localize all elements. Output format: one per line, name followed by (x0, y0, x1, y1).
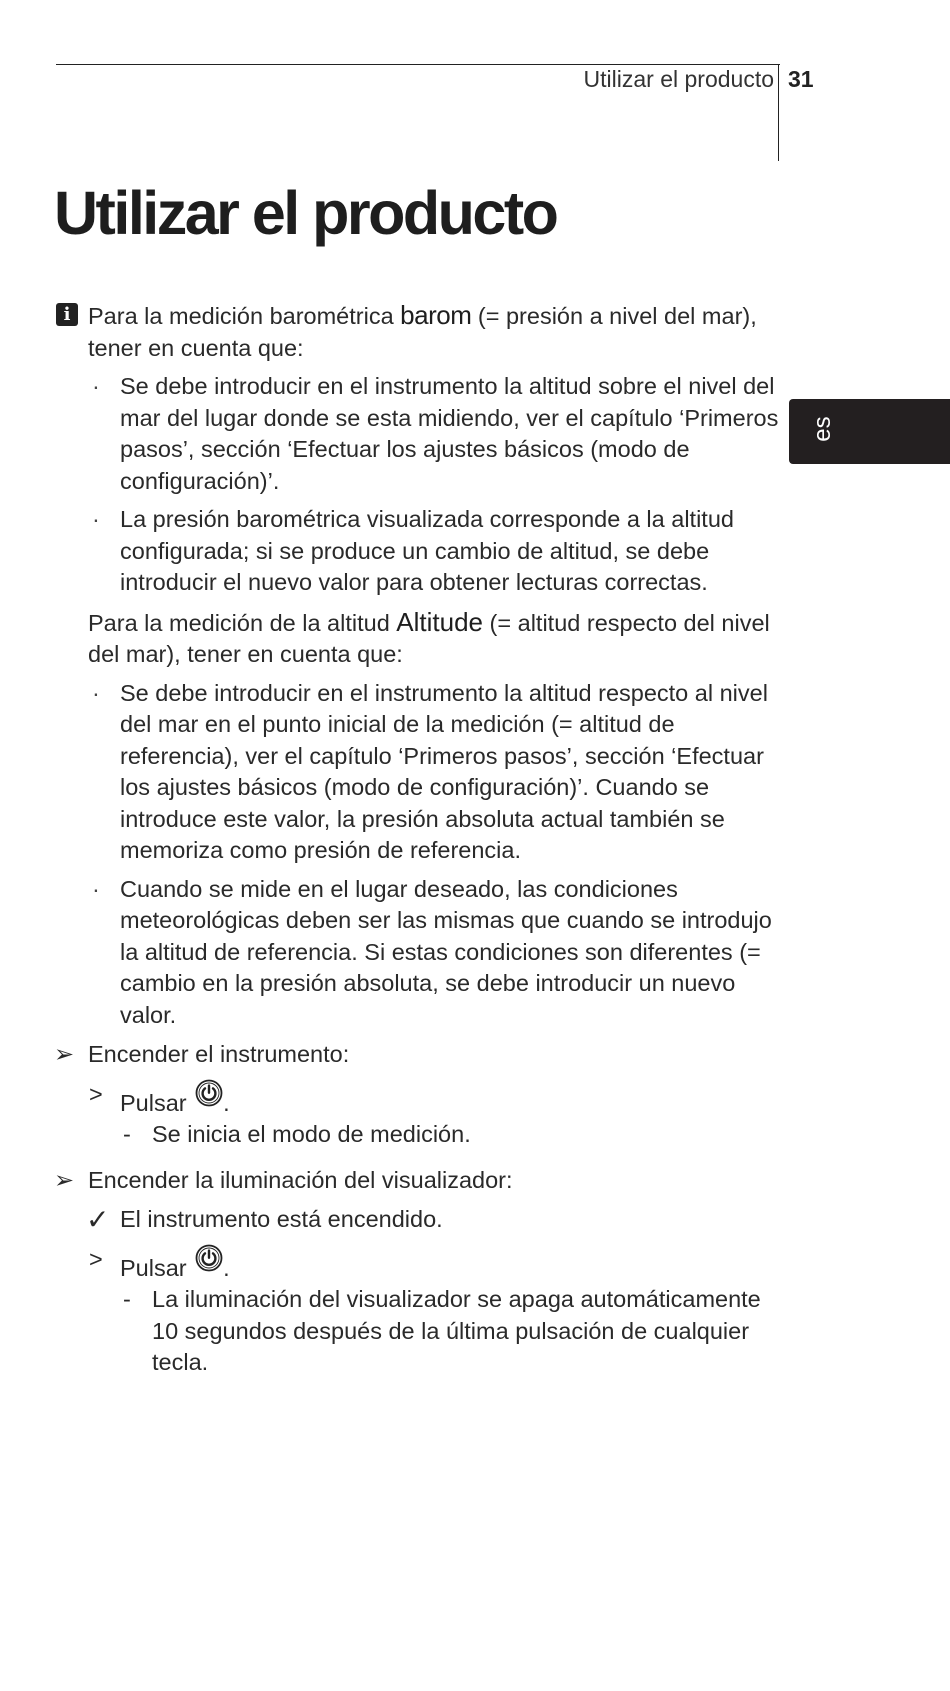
task-backlight-prerequisite (0, 1204, 790, 1236)
task-backlight-title (0, 1165, 790, 1197)
barom-bullet-1 (0, 371, 790, 497)
power-button-icon (195, 1079, 223, 1107)
info-icon: i (56, 303, 78, 326)
check-icon: ✓ (86, 1204, 110, 1235)
task-switch-on-step (0, 1079, 790, 1120)
altitude-note (0, 607, 790, 671)
task-backlight-result (0, 1284, 790, 1379)
altitude-bullet-1-text: Se debe introducir en el instrumento la altitud respecto al nivel del mar en el punto inicial de la medición (= altitud de referencia), ver el capítulo ‘Primeros pasos’, sección ‘Efectuar los ajustes básicos (modo de configuración)’. Cuando se introduce este valor, la presión absoluta actual también se memoriza como presión de referencia. (120, 679, 768, 863)
bullet-dot: · (92, 679, 100, 706)
altitude-keyword: Altitude (396, 606, 484, 637)
arrow-action-icon: ➢ (54, 1041, 75, 1068)
power-button-icon (195, 1244, 223, 1272)
barom-bullet-2 (0, 504, 790, 599)
altitude-bullet-2-text: Cuando se mide en el lugar deseado, las condiciones meteorológicas deben ser las mismas que cuando se introdujo la altitud de referencia. Si estas condiciones son diferentes (= cambio en la presión absoluta, se debe introducir un nuevo valor. (120, 875, 772, 1028)
page-content (0, 300, 790, 1379)
barom-bullet-2-text: La presión barométrica visualizada corresponde a la altitud configurada; si se produce un cambio de altitud, se debe introducir el nuevo valor para obtener lecturas correctas. (120, 506, 734, 595)
task-switch-on-title-text: Encender el instrumento: (88, 1041, 350, 1067)
task-backlight-step (0, 1244, 790, 1285)
task-switch-on-result (0, 1119, 790, 1151)
barom-note-text-before: Para la medición barométrica (88, 303, 401, 329)
running-title: Utilizar el producto (583, 66, 774, 92)
page-number: 31 (788, 66, 814, 92)
step-marker: > (89, 1080, 103, 1107)
language-tab (789, 399, 950, 464)
altitude-note-text-before: Para la medición de la altitud (88, 609, 397, 636)
bullet-dot: · (92, 875, 100, 902)
task-backlight-title-text: Encender la iluminación del visualizador: (88, 1166, 513, 1193)
altitude-bullet-2 (0, 874, 790, 1032)
header-rule (56, 64, 780, 65)
result-dash: - (123, 1286, 131, 1312)
altitude-bullet-1 (0, 678, 790, 867)
altitude-note-text-after: (= altitud respecto del nivel del mar), tener en cuenta que: (88, 609, 770, 667)
page-title: Utilizar el producto (54, 179, 557, 247)
header-vertical-rule (778, 64, 779, 161)
barom-note-text-after: (= presión a nivel del mar), tener en cuenta que: (88, 303, 757, 361)
task-backlight-prerequisite-text: El instrumento está encendido. (120, 1206, 443, 1232)
bullet-dot: · (92, 373, 100, 399)
barom-keyword: barom (400, 300, 472, 330)
step-label: Pulsar (120, 1089, 187, 1116)
result-dash: - (123, 1121, 131, 1147)
barom-note (0, 300, 790, 364)
step-end: . (223, 1254, 230, 1281)
language-tab-label: es (809, 416, 836, 442)
task-backlight-result-text: La iluminación del visualizador se apaga automáticamente 10 segundos después de la última pulsación de cualquier tecla. (152, 1286, 761, 1375)
task-switch-on-title (0, 1039, 790, 1071)
task-switch-on-result-text: Se inicia el modo de medición. (152, 1121, 471, 1147)
step-label: Pulsar (120, 1254, 187, 1281)
bullet-dot: · (92, 506, 100, 532)
barom-bullet-1-text: Se debe introducir en el instrumento la altitud sobre el nivel del mar del lugar donde se esta midiendo, ver el capítulo ‘Primeros pasos’, sección ‘Efectuar los ajustes básicos (modo de configuración)’. (120, 373, 779, 494)
arrow-action-icon: ➢ (54, 1166, 75, 1194)
step-end: . (223, 1089, 230, 1116)
step-marker: > (89, 1245, 103, 1272)
